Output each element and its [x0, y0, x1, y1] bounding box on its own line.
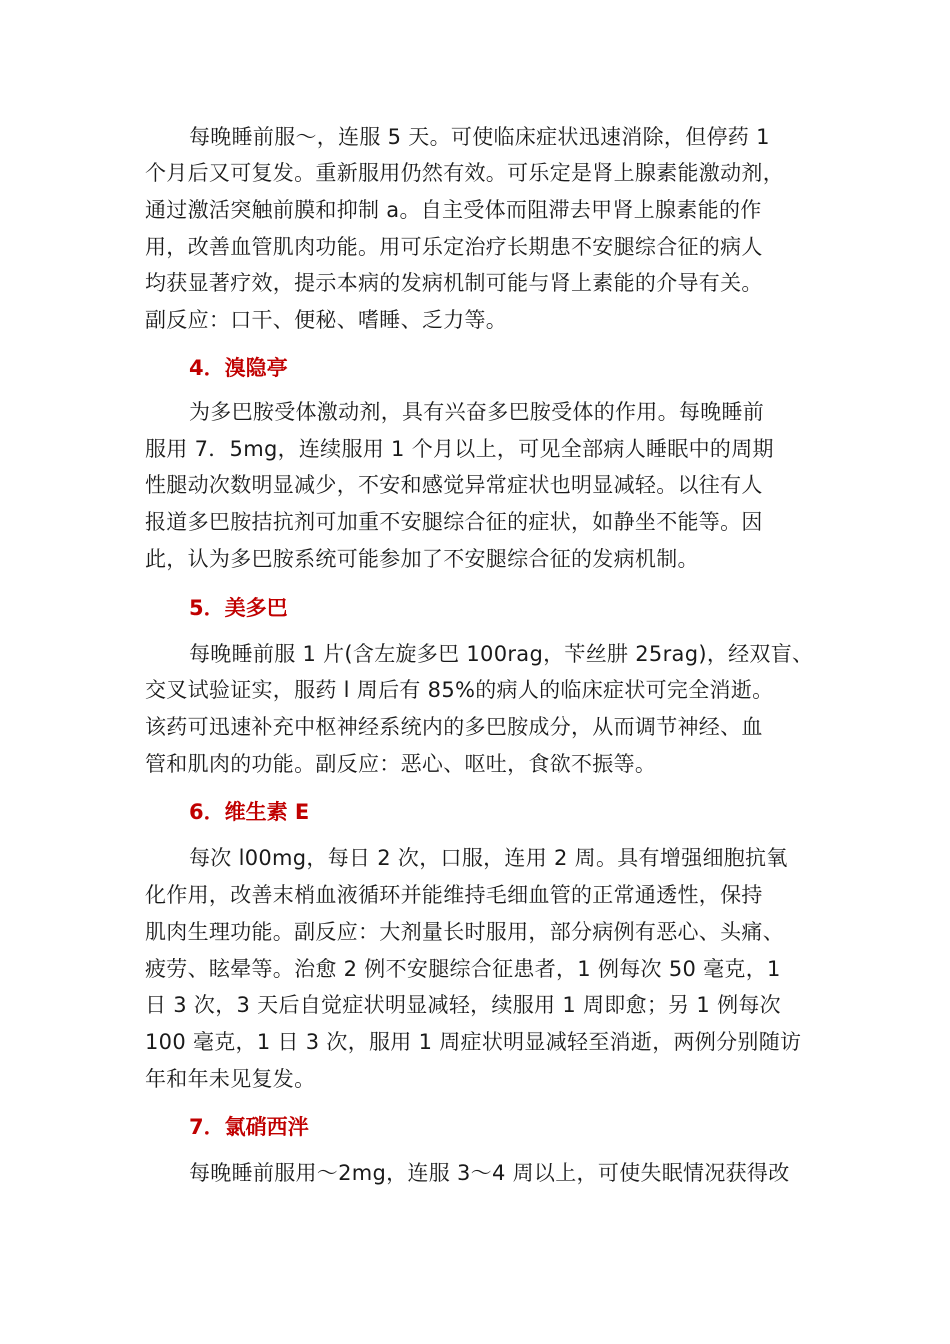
- paragraph-line: 报道多巴胺拮抗剂可加重不安腿综合征的症状，如静坐不能等。因: [145, 510, 763, 534]
- paragraph-line: 肌肉生理功能。副反应：大剂量长时服用，部分病例有恶心、头痛、: [145, 920, 784, 944]
- paragraph-line: 副反应：口干、便秘、嗜睡、乏力等。: [145, 308, 508, 332]
- paragraph-line: 100 毫克，1 日 3 次，服用 1 周症状明显减轻至消逝，两例分别随访: [145, 1030, 802, 1054]
- paragraph-line: 每晚睡前服用～2mg，连服 3～4 周以上，可使失眠情况获得改: [189, 1161, 790, 1185]
- paragraph-line: 此，认为多巴胺系统可能参加了不安腿综合征的发病机制。: [145, 547, 699, 571]
- section-heading: 4．溴隐亭: [189, 356, 288, 380]
- paragraph-line: 均获显著疗效，提示本病的发病机制可能与肾上素能的介导有关。: [145, 271, 763, 295]
- paragraph-line: 个月后又可复发。重新服用仍然有效。可乐定是肾上腺素能激动剂，: [145, 161, 784, 185]
- section-heading: 7．氯硝西泮: [189, 1115, 309, 1139]
- paragraph-line: 服用 7．5mg，连续服用 1 个月以上，可见全部病人睡眠中的周期: [145, 437, 774, 461]
- paragraph-line: 年和年未见复发。: [145, 1067, 316, 1091]
- paragraph-line: 每次 l00mg，每日 2 次，口服，连用 2 周。具有增强细胞抗氧: [189, 846, 788, 870]
- paragraph-line: 日 3 次，3 天后自觉症状明显减轻，续服用 1 周即愈；另 1 例每次: [145, 993, 781, 1017]
- paragraph-line: 管和肌肉的功能。副反应：恶心、呕吐，食欲不振等。: [145, 752, 657, 776]
- paragraph-line: 用，改善血管肌肉功能。用可乐定治疗长期患不安腿综合征的病人: [145, 235, 763, 259]
- section-heading: 5．美多巴: [189, 596, 288, 620]
- paragraph-line: 为多巴胺受体激动剂，具有兴奋多巴胺受体的作用。每晚睡前: [189, 400, 765, 424]
- paragraph-line: 每晚睡前服～，连服 5 天。可使临床症状迅速消除，但停药 1: [189, 125, 770, 149]
- paragraph-line: 该药可迅速补充中枢神经系统内的多巴胺成分，从而调节神经、血: [145, 715, 763, 739]
- paragraph-line: 通过激活突触前膜和抑制 a。自主受体而阻滞去甲肾上腺素能的作: [145, 198, 762, 222]
- paragraph-line: 化作用，改善末梢血液循环并能维持毛细血管的正常通透性，保持: [145, 883, 763, 907]
- section-heading: 6．维生素 E: [189, 800, 310, 824]
- paragraph-line: 交叉试验证实，服药 l 周后有 85%的病人的临床症状可完全消逝。: [145, 678, 774, 702]
- paragraph-line: 每晚睡前服 1 片(含左旋多巴 100rag，苄丝肼 25rag)，经双盲、: [189, 642, 814, 666]
- paragraph-line: 疲劳、眩晕等。治愈 2 例不安腿综合征患者，1 例每次 50 毫克，1: [145, 957, 781, 981]
- paragraph-line: 性腿动次数明显减少，不安和感觉异常症状也明显减轻。以往有人: [145, 473, 763, 497]
